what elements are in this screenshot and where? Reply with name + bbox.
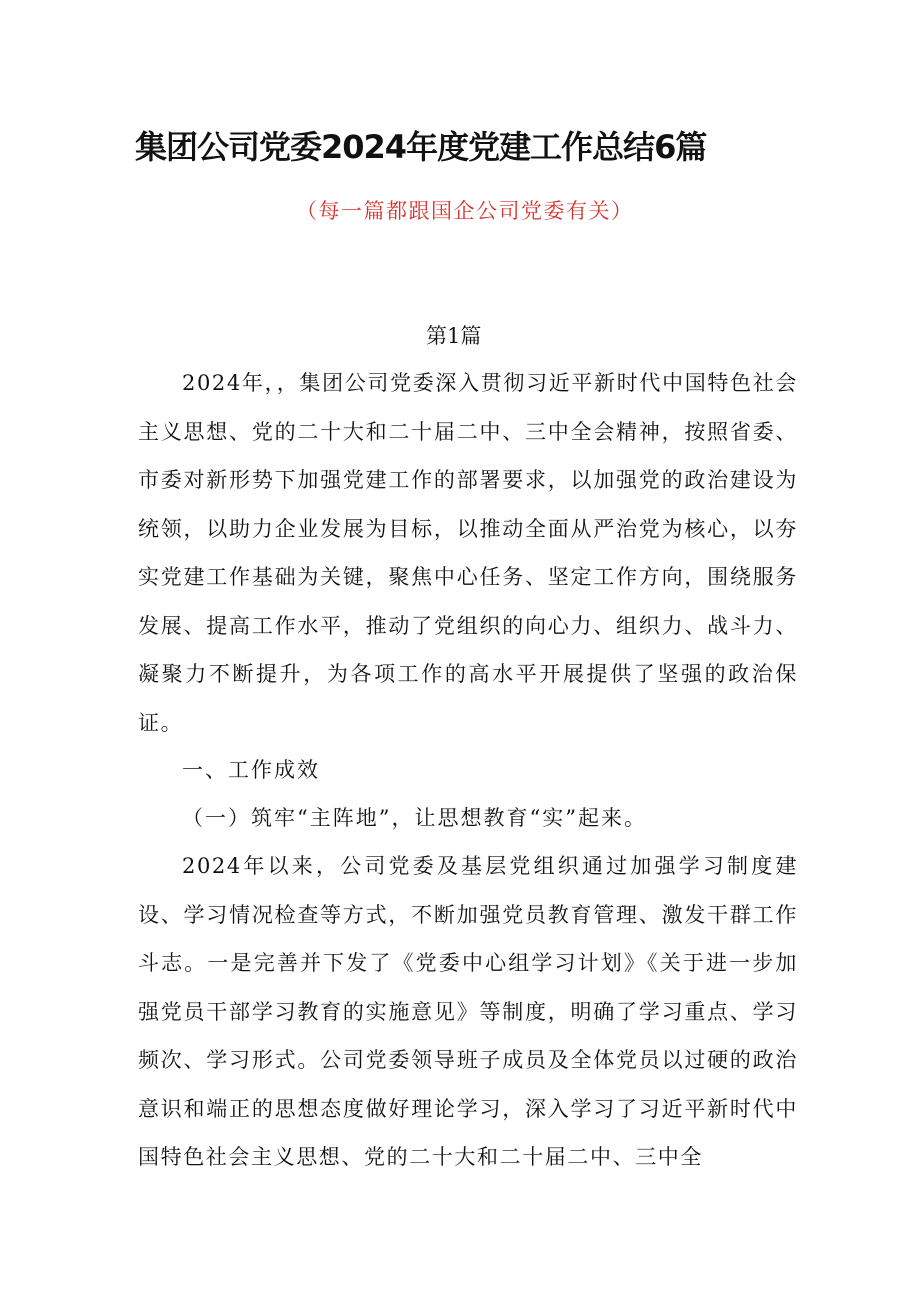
subheading-main-front: （一）筑牢“主阵地”，让思想教育“实”起来。: [182, 806, 647, 830]
paragraph-2: 2024年以来，公司党委及基层党组织通过加强学习制度建设、学习情况检查等方式，不断加强党员教育管理、激发干群工作斗志。一是完善并下发了《党委中心组学习计划》《关于进一步加强党员干部学习教育的实施意见》等制度，明确了学习重点、学习频次、学习形式。公司党委领导班子成员及全体党员以过硬的政治意识和端正的思想态度做好理论学习，深入学习了习近平新时代中国特色社会主义思想、党的二十大和二十届二中、三中全: [138, 854, 798, 1169]
section-number: 第1篇: [426, 324, 482, 348]
document-title: 集团公司党委2024年度党建工作总结6篇: [135, 128, 707, 166]
heading-achievements: 一、工作成效: [182, 758, 320, 782]
document-subtitle: （每一篇都跟国企公司党委有关）: [296, 199, 634, 223]
paragraph-1: 2024年，，集团公司党委深入贯彻习近平新时代中国特色社会主义思想、党的二十大和二十届二中、三中全会精神，按照省委、市委对新形势下加强党建工作的部署要求，以加强党的政治建设为统领，以助力企业发展为目标，以推动全面从严治党为核心，以夯实党建工作基础为关键，聚焦中心任务、坚定工作方向，围绕服务发展、提高工作水平，推动了党组织的向心力、组织力、战斗力、凝聚力不断提升，为各项工作的高水平开展提供了坚强的政治保证。: [138, 371, 798, 735]
